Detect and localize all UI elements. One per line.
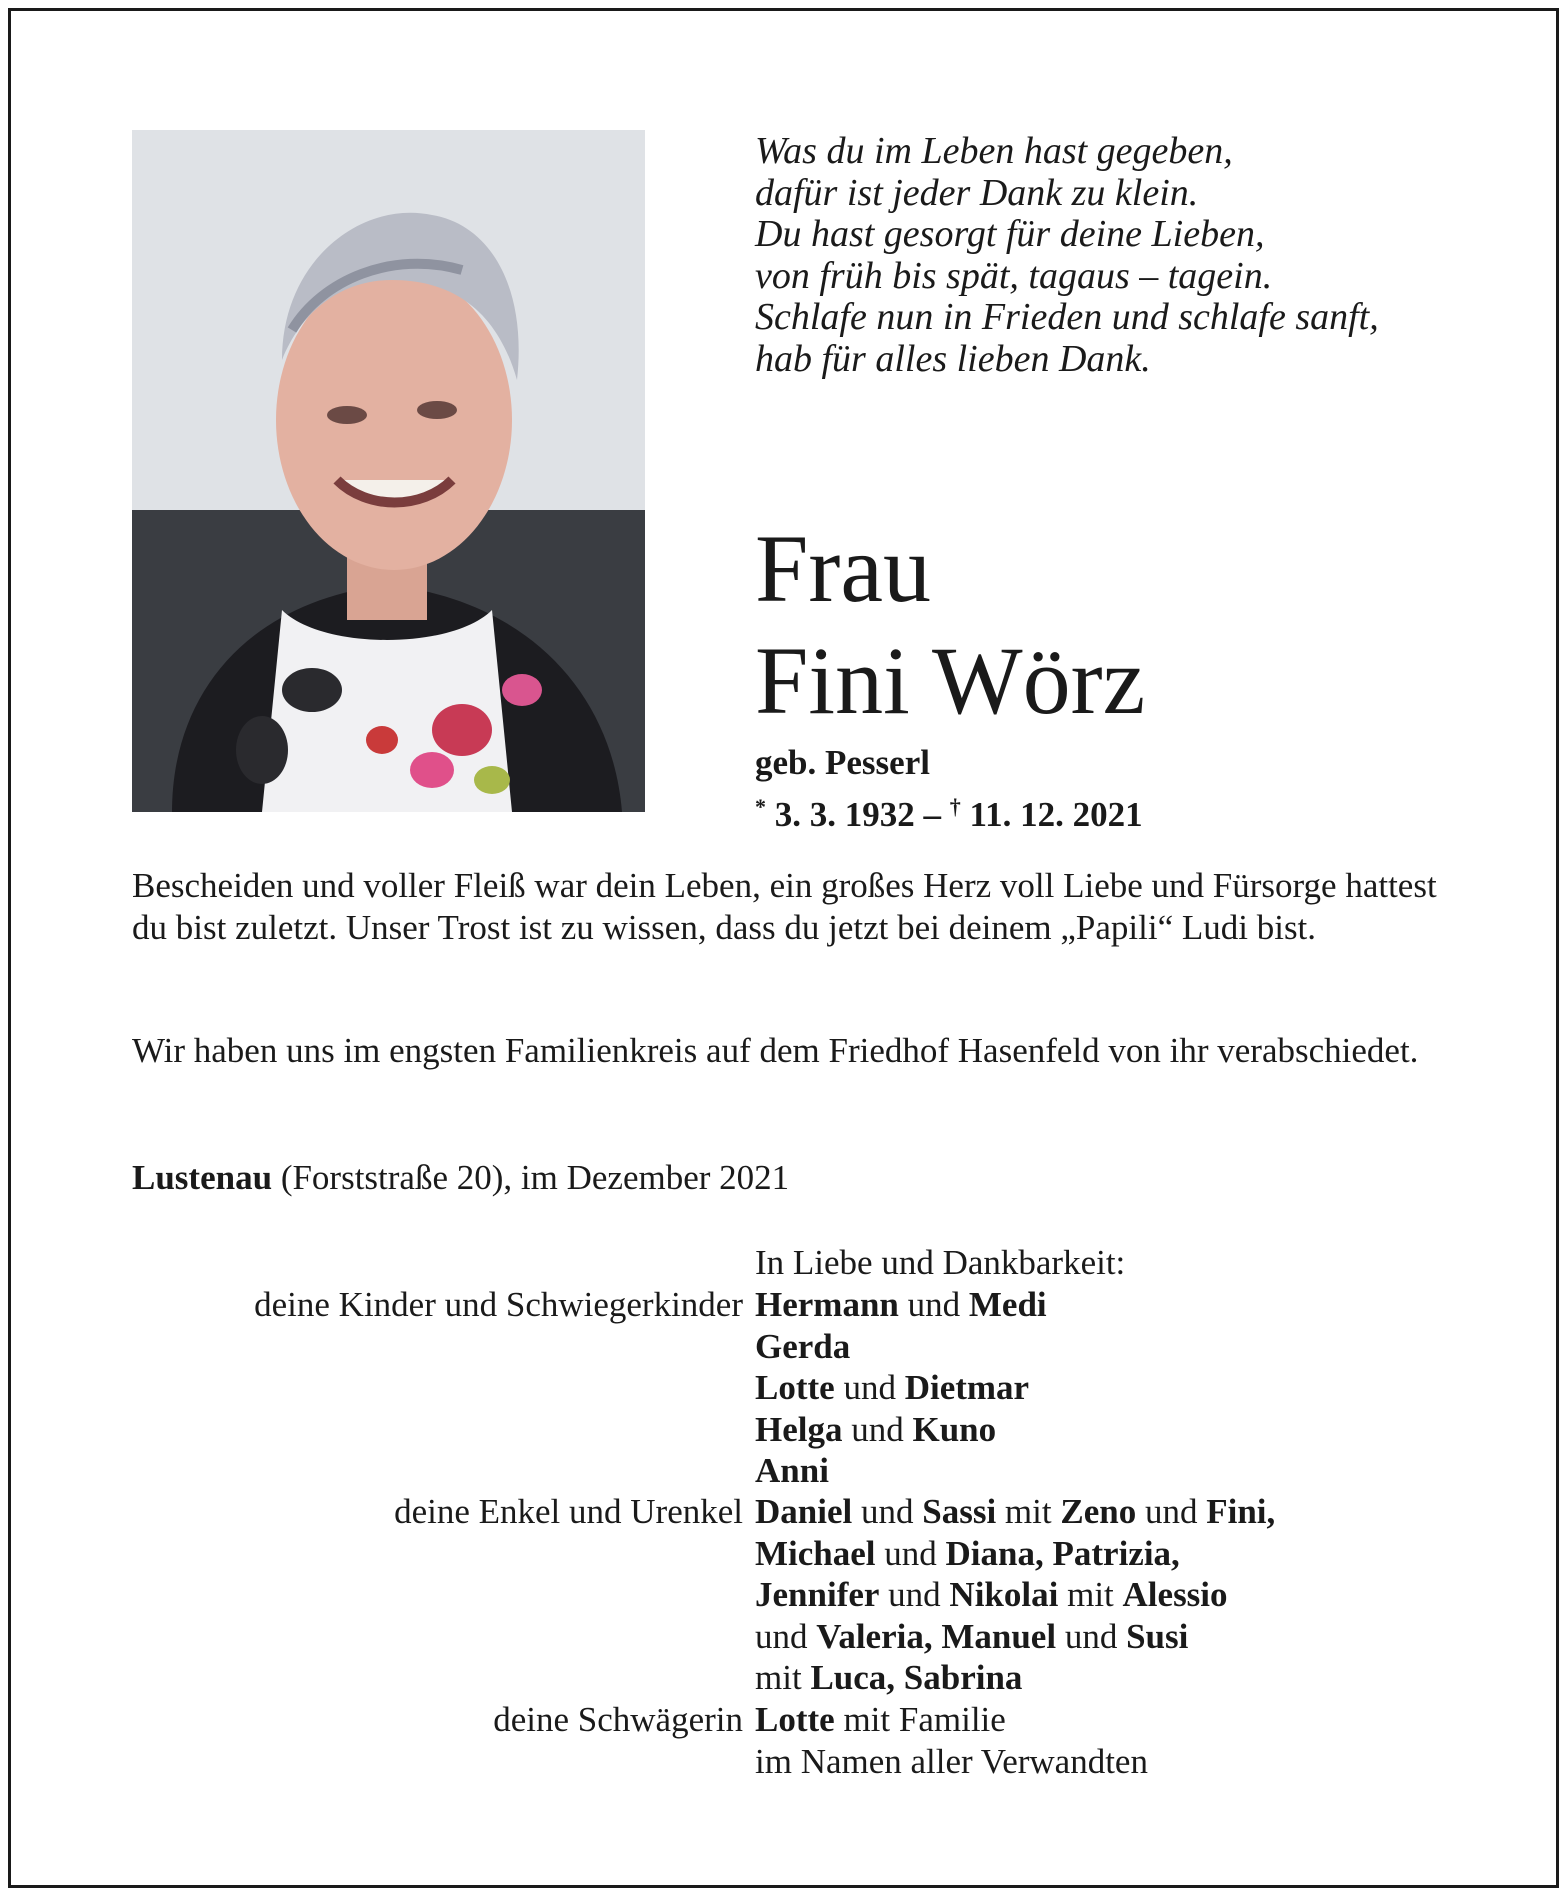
name: Valeria, Manuel xyxy=(816,1616,1057,1656)
name: Lotte xyxy=(755,1368,835,1407)
name: Luca, Sabrina xyxy=(810,1658,1023,1697)
obituary-page xyxy=(8,8,1559,1888)
address-date: (Forststraße 20), im Dezember 2021 xyxy=(272,1158,790,1197)
town: Lustenau xyxy=(132,1158,273,1197)
grandchildren-names xyxy=(755,1491,1275,1699)
conjunction: und xyxy=(898,1285,969,1324)
death-symbol: † xyxy=(949,794,961,819)
portrait-illustration xyxy=(132,130,645,812)
date-separator: – xyxy=(914,795,950,834)
name: Medi xyxy=(968,1285,1047,1324)
name: Hermann xyxy=(755,1285,899,1324)
poem-line: dafür ist jeder Dank zu klein. xyxy=(755,171,1199,214)
poem-line: von früh bis spät, tagaus – tagein. xyxy=(755,254,1273,297)
name: Zeno xyxy=(1060,1492,1137,1531)
name: Diana, Patrizia, xyxy=(945,1533,1180,1573)
name-line xyxy=(755,1616,1275,1658)
children-names xyxy=(755,1284,1047,1492)
conjunction: mit xyxy=(996,1492,1061,1531)
maiden-name: geb. Pesserl xyxy=(755,743,930,782)
name: Anni xyxy=(755,1451,829,1490)
birth-symbol: * xyxy=(755,794,766,819)
conjunction: und xyxy=(1056,1616,1127,1656)
name-line xyxy=(755,1284,1047,1326)
name: Nikolai xyxy=(949,1575,1059,1614)
grandchildren-label: deine Enkel und Urenkel xyxy=(394,1492,743,1531)
name: Jennifer xyxy=(755,1575,880,1614)
paragraph-tribute: Bescheiden und voller Fleiß war dein Leben, ein großes Herz voll Liebe und Fürsorge hattest du bist zuletzt. Unser Trost ist zu wissen, dass du jetzt bei deinem „Papili“ Ludi bist. xyxy=(132,866,1437,947)
name: Fini, xyxy=(1206,1492,1276,1531)
life-dates xyxy=(755,741,1143,837)
mourners-intro: In Liebe und Dankbarkeit: xyxy=(755,1243,1126,1282)
portrait-photo xyxy=(132,130,645,812)
poem xyxy=(755,131,1475,380)
name-line xyxy=(755,1657,1275,1699)
name-line: im Namen aller Verwandten xyxy=(755,1741,1148,1781)
poem-line: Du hast gesorgt für deine Lieben, xyxy=(755,213,1265,255)
name: Susi xyxy=(1126,1616,1189,1656)
deceased-title xyxy=(755,513,1145,737)
name: Helga xyxy=(755,1409,843,1449)
name: Gerda xyxy=(755,1326,851,1366)
death-date: 11. 12. 2021 xyxy=(969,795,1143,834)
conjunction: und xyxy=(875,1533,946,1573)
conjunction: und xyxy=(755,1616,817,1656)
conjunction: und xyxy=(842,1409,913,1449)
poem-line: hab für alles lieben Dank. xyxy=(755,337,1151,380)
name: Lotte xyxy=(755,1700,835,1739)
conjunction: mit xyxy=(755,1658,811,1697)
name: Dietmar xyxy=(904,1368,1030,1407)
conjunction: mit xyxy=(1058,1575,1123,1614)
name-line xyxy=(755,1367,1047,1409)
conjunction: und xyxy=(879,1575,950,1614)
name-line xyxy=(755,1574,1275,1616)
name: Alessio xyxy=(1122,1575,1228,1614)
name: Daniel xyxy=(755,1492,853,1531)
sister-in-law-label: deine Schwägerin xyxy=(493,1700,743,1739)
name: Michael xyxy=(755,1533,876,1573)
sister-in-law-names xyxy=(755,1699,1148,1782)
name-line xyxy=(755,1326,1047,1368)
deceased-name: Fini Wörz xyxy=(755,627,1146,734)
salutation: Frau xyxy=(755,515,931,622)
name-line xyxy=(755,1699,1148,1741)
family-note: mit Familie xyxy=(834,1700,1006,1739)
poem-line: Schlafe nun in Frieden und schlafe sanft, xyxy=(755,296,1379,338)
conjunction: und xyxy=(1136,1492,1207,1531)
place-date-line xyxy=(132,1157,789,1199)
conjunction: und xyxy=(852,1492,923,1531)
name-line xyxy=(755,1491,1275,1533)
name-line xyxy=(755,1409,1047,1451)
poem-line: Was du im Leben hast gegeben, xyxy=(755,130,1233,172)
name: Kuno xyxy=(912,1409,997,1449)
birth-date: 3. 3. 1932 xyxy=(774,795,915,834)
name-line xyxy=(755,1450,1047,1492)
name-line xyxy=(755,1533,1275,1575)
name: Sassi xyxy=(922,1492,997,1531)
children-label: deine Kinder und Schwiegerkinder xyxy=(254,1285,743,1324)
dates-line xyxy=(755,785,1143,837)
conjunction: und xyxy=(834,1368,905,1407)
paragraph-farewell: Wir haben uns im engsten Familienkreis auf dem Friedhof Hasenfeld von ihr verabschiedet. xyxy=(132,1031,1419,1070)
